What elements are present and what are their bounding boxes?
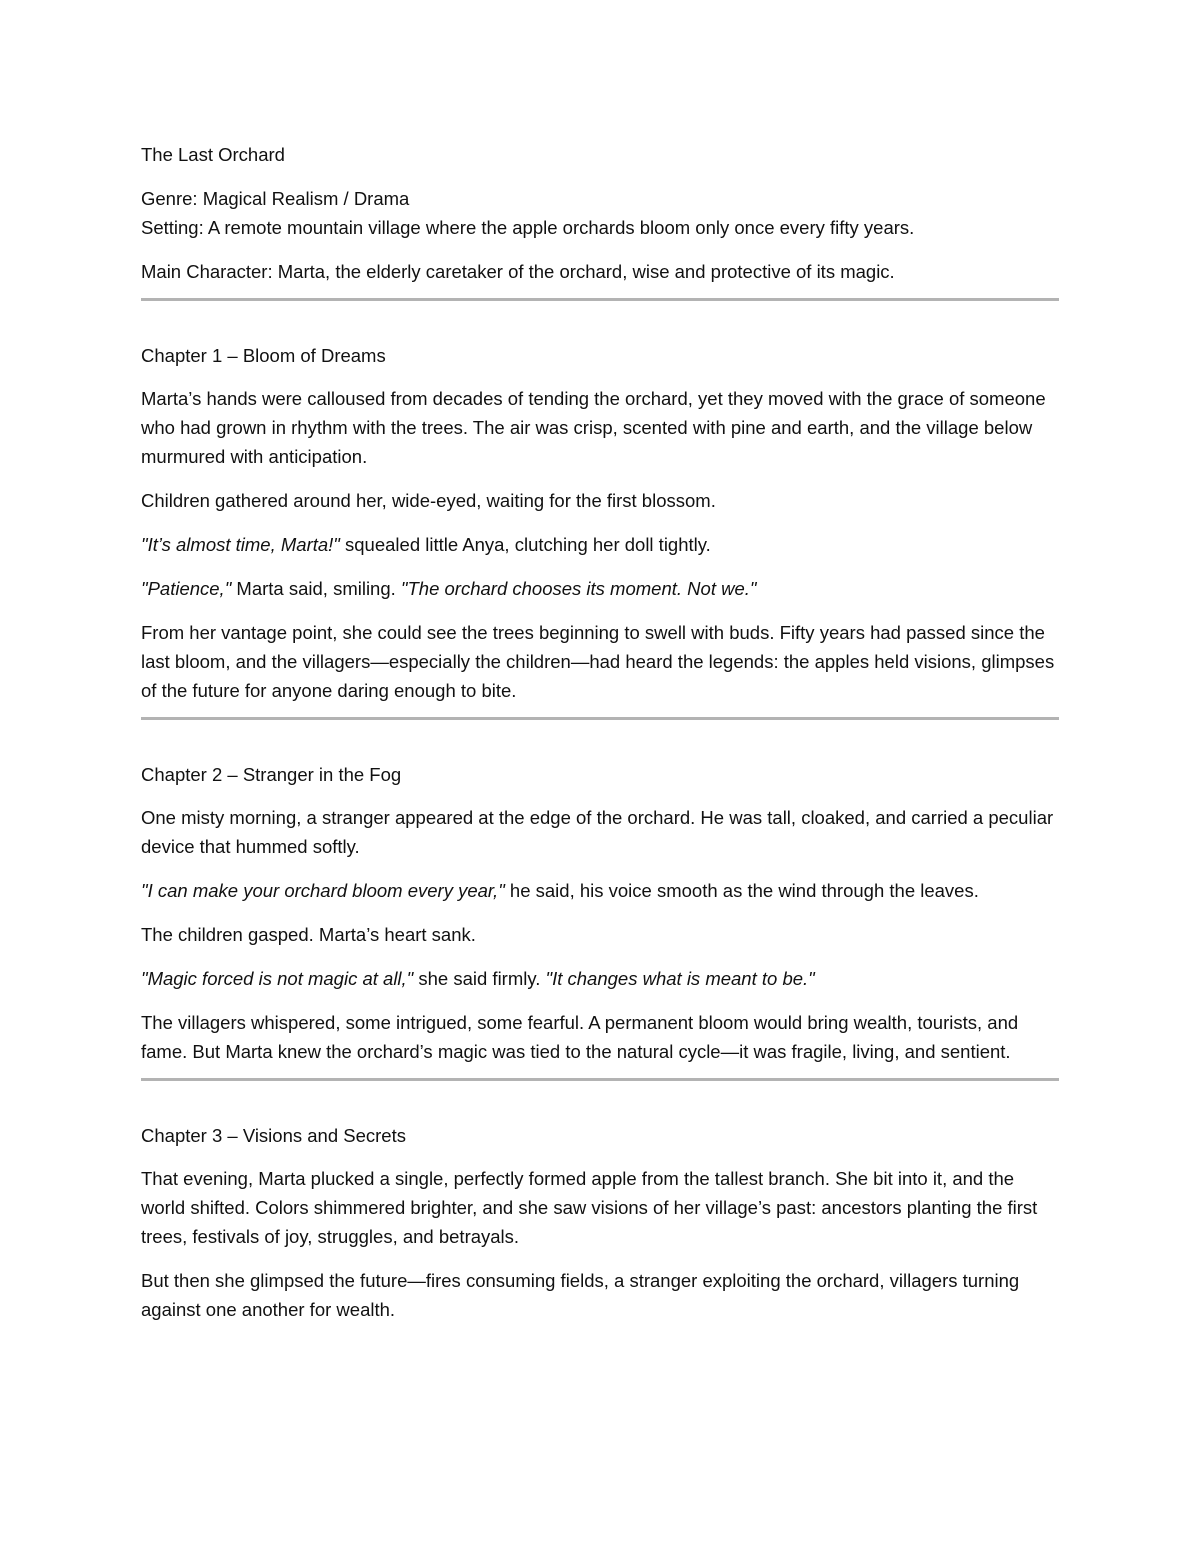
paragraph: Children gathered around her, wide-eyed, waiting for the first blossom.	[141, 490, 716, 511]
paragraph: From her vantage point, she could see the trees beginning to swell with buds. Fifty years had passed since the last bloom, and the villagers—especially the children—had heard the legends: the apples held visions, glimpses of the future for anyone daring enough to bite.	[141, 622, 1055, 701]
chapter-2	[141, 760, 1059, 1066]
chapter-3	[141, 1121, 1059, 1324]
chapter-heading: Chapter 2 – Stranger in the Fog	[141, 764, 402, 785]
section-divider	[141, 298, 1059, 301]
dialogue-quote: "It’s almost time, Marta!"	[141, 534, 340, 555]
chapter-heading: Chapter 3 – Visions and Secrets	[141, 1125, 406, 1146]
dialogue-quote: "The orchard chooses its moment. Not we."	[400, 578, 757, 599]
document-title: The Last Orchard	[141, 144, 285, 165]
dialogue-narration: he said, his voice smooth as the wind through the leaves.	[504, 880, 979, 901]
section-divider	[141, 717, 1059, 720]
chapter-heading: Chapter 1 – Bloom of Dreams	[141, 345, 386, 366]
story-meta	[141, 184, 1059, 286]
document-page	[141, 140, 1059, 1324]
dialogue-narration: squealed little Anya, clutching her doll tightly.	[339, 534, 711, 555]
dialogue-paragraph	[141, 876, 1059, 905]
dialogue-quote: "Patience,"	[141, 578, 232, 599]
dialogue-paragraph	[141, 964, 1059, 993]
paragraph: Marta’s hands were calloused from decades of tending the orchard, yet they moved with the grace of someone who had grown in rhythm with the trees. The air was crisp, scented with pine and earth, and the village below murmured with anticipation.	[141, 388, 1046, 467]
dialogue-narration: she said firmly.	[413, 968, 546, 989]
dialogue-narration: Marta said, smiling.	[231, 578, 401, 599]
paragraph: But then she glimpsed the future—fires consuming fields, a stranger exploiting the orchard, villagers turning against one another for wealth.	[141, 1270, 1020, 1320]
main-character-line: Main Character: Marta, the elderly caretaker of the orchard, wise and protective of its magic.	[141, 261, 895, 282]
chapter-1	[141, 341, 1059, 705]
dialogue-quote: "It changes what is meant to be."	[545, 968, 815, 989]
section-divider	[141, 1078, 1059, 1081]
dialogue-quote: "Magic forced is not magic at all,"	[141, 968, 414, 989]
genre-line: Genre: Magical Realism / Drama	[141, 188, 410, 209]
paragraph: The children gasped. Marta’s heart sank.	[141, 924, 476, 945]
setting-line: Setting: A remote mountain village where the apple orchards bloom only once every fifty years.	[141, 217, 915, 238]
paragraph: That evening, Marta plucked a single, perfectly formed apple from the tallest branch. She bit into it, and the world shifted. Colors shimmered brighter, and she saw visions of her village’s past: ancestors planting the first trees, festivals of joy, struggles, and betrayals.	[141, 1168, 1038, 1247]
dialogue-quote: "I can make your orchard bloom every year,"	[141, 880, 505, 901]
dialogue-paragraph	[141, 574, 1059, 603]
dialogue-paragraph	[141, 530, 1059, 559]
paragraph: One misty morning, a stranger appeared at the edge of the orchard. He was tall, cloaked, and carried a peculiar device that hummed softly.	[141, 807, 1054, 857]
paragraph: The villagers whispered, some intrigued, some fearful. A permanent bloom would bring wealth, tourists, and fame. But Marta knew the orchard’s magic was tied to the natural cycle—it was fragile, living, and sentient.	[141, 1012, 1019, 1062]
